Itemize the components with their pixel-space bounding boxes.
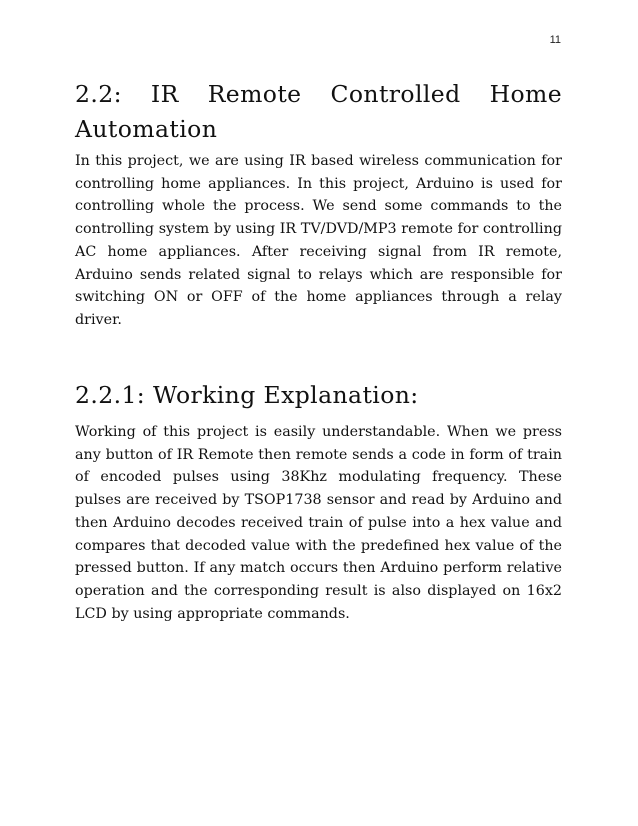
section-heading-working-explanation: 2.2.1: Working Explanation: (75, 381, 419, 409)
section-heading-ir-remote-home-automation: 2.2: IR Remote Controlled Home Automation (75, 80, 562, 143)
page-number: 11 (549, 34, 561, 46)
working-explanation-paragraph: Working of this project is easily understandable. When we press any button of IR Remote then remote sends a code in form of train of encoded pulses using 38Khz modulating frequency. These pulses are received by TSOP1738 sensor and read by Arduino and then Arduino decodes received train of pulse into a hex value and compares that decoded value with the predefined hex value of the pressed button. If any match occurs then Arduino perform relative operation and the corresponding result is also displayed on 16x2 LCD by using appropriate commands. (75, 424, 562, 622)
section-body-paragraph: In this project, we are using IR based wireless communication for controlling home appliances. In this project, Arduino is used for controlling whole the process. We send some commands to the controlling system by using IR TV/DVD/MP3 remote for controlling AC home appliances. After receiving signal from IR remote, Arduino sends related signal to relays which are responsible for switching ON or OFF of the home appliances through a relay driver. (75, 153, 562, 328)
